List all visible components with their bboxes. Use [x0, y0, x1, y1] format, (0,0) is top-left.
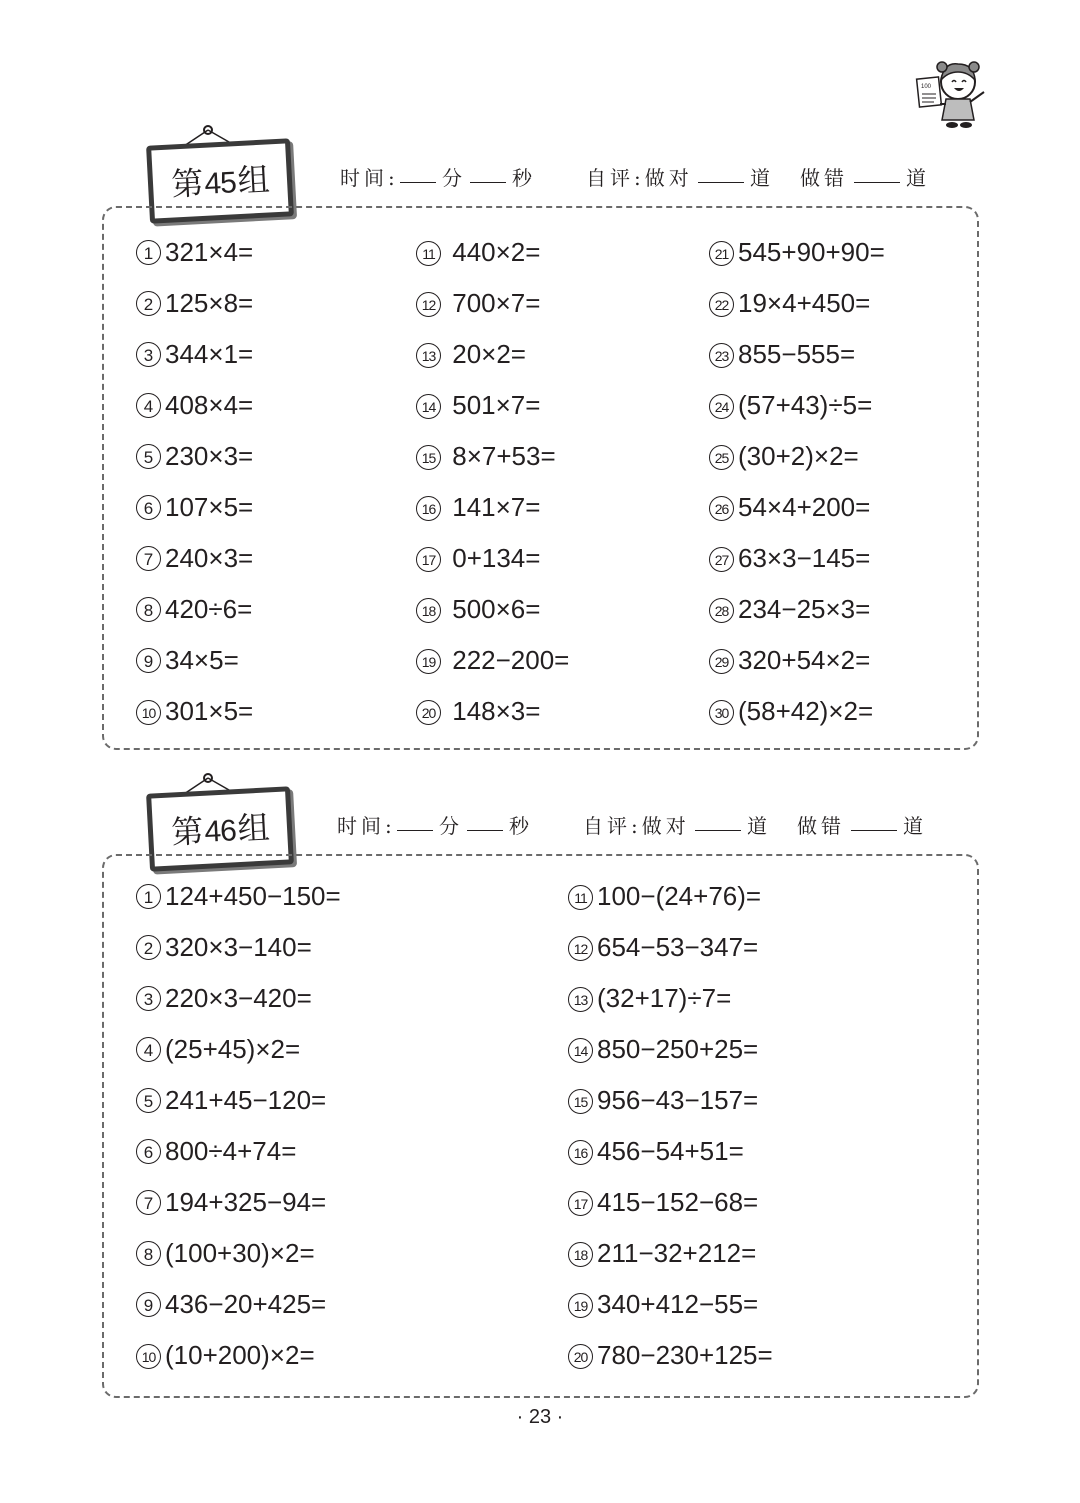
problem-item [136, 436, 253, 476]
problem-expression: 501×7= [452, 390, 541, 420]
problem-number: 3 [136, 986, 161, 1011]
problem-number: 3 [136, 342, 161, 367]
problem-item [416, 436, 556, 476]
problem-item [568, 1131, 744, 1171]
problem-expression: 320+54×2= [738, 645, 871, 675]
problem-expression: 956−43−157= [597, 1085, 759, 1115]
problem-expression: 0+134= [452, 543, 541, 573]
problem-expression: (10+200)×2= [165, 1340, 315, 1370]
correct-unit-label: 道 [750, 166, 774, 190]
problem-number: 19 [568, 1293, 593, 1318]
problem-expression: 8×7+53= [452, 441, 556, 471]
problem-expression: 344×1= [165, 339, 254, 369]
problem-number: 18 [568, 1242, 593, 1267]
problem-expression: 63×3−145= [738, 543, 871, 573]
wrong-label: 做错 [797, 814, 845, 838]
problem-item [709, 334, 855, 374]
problem-number: 4 [136, 1037, 161, 1062]
problem-number: 7 [136, 1190, 161, 1215]
problem-expression: 321×4= [165, 237, 254, 267]
problem-expression: 211−32+212= [597, 1238, 757, 1268]
problem-expression: 240×3= [165, 543, 254, 573]
problem-number: 7 [136, 546, 161, 571]
test-paper-score: 100 [921, 84, 932, 90]
problem-expression: 654−53−347= [597, 932, 759, 962]
problem-item [568, 876, 761, 916]
wrong-label: 做错 [800, 166, 848, 190]
problem-number: 6 [136, 1139, 161, 1164]
problem-number: 20 [568, 1344, 593, 1369]
problem-item [416, 385, 540, 425]
group-title-suffix: 组 [236, 808, 270, 849]
problem-number: 27 [709, 547, 734, 572]
correct-count-blank[interactable] [692, 162, 750, 186]
problem-expression: 408×4= [165, 390, 254, 420]
girl-holding-test-paper-icon [912, 52, 992, 132]
problem-expression: 125×8= [165, 288, 254, 318]
problem-item [416, 334, 526, 374]
self-eval-label: 自评:做对 [583, 814, 690, 838]
problem-item [416, 589, 540, 629]
problem-item [136, 385, 253, 425]
problem-number: 2 [136, 291, 161, 316]
problem-number: 17 [568, 1191, 593, 1216]
problem-number: 14 [416, 394, 441, 419]
problem-number: 22 [709, 292, 734, 317]
problem-number: 13 [568, 987, 593, 1012]
correct-unit-label: 道 [747, 814, 771, 838]
problem-item [416, 640, 569, 680]
problem-expression: (32+17)÷7= [597, 983, 732, 1013]
page-number: · 23 · [516, 1406, 564, 1428]
problem-item [709, 589, 870, 629]
problem-expression: (58+42)×2= [738, 696, 874, 726]
problem-item [709, 640, 870, 680]
problem-item [709, 283, 870, 323]
problem-item [709, 538, 870, 578]
problem-number: 16 [568, 1140, 593, 1165]
problem-expression: (30+2)×2= [738, 441, 859, 471]
problem-item [709, 436, 859, 476]
problem-expression: 54×4+200= [738, 492, 871, 522]
wrong-unit-label: 道 [903, 814, 927, 838]
problem-number: 5 [136, 1088, 161, 1113]
problem-expression: 440×2= [452, 237, 541, 267]
problem-number: 11 [416, 241, 441, 266]
timing-and-self-evaluation [340, 162, 960, 192]
correct-count-blank[interactable] [689, 810, 747, 834]
problem-expression: 230×3= [165, 441, 254, 471]
problem-expression: 194+325−94= [165, 1187, 327, 1217]
problem-number: 10 [136, 1344, 161, 1369]
problem-expression: 700×7= [452, 288, 541, 318]
problem-expression: 148×3= [452, 696, 541, 726]
group-title-suffix: 组 [236, 160, 270, 201]
problem-expression: 220×3−420= [165, 983, 312, 1013]
problem-item [136, 538, 253, 578]
problem-expression: (100+30)×2= [165, 1238, 315, 1268]
problem-item [416, 487, 540, 527]
problem-item [136, 691, 253, 731]
second-label: 秒 [509, 814, 533, 838]
problem-expression: 19×4+450= [738, 288, 871, 318]
problem-number: 21 [709, 241, 734, 266]
problem-number: 2 [136, 935, 161, 960]
problem-item [568, 1080, 758, 1120]
group-title-prefix: 第 [170, 163, 204, 204]
problem-expression: 124+450−150= [165, 881, 341, 911]
problem-item [136, 1182, 326, 1222]
problem-number: 1 [136, 884, 161, 909]
problem-number: 8 [136, 597, 161, 622]
wrong-unit-label: 道 [906, 166, 930, 190]
problem-expression: 415−152−68= [597, 1187, 759, 1217]
timing-and-self-evaluation [337, 810, 957, 840]
problem-item [416, 691, 540, 731]
problem-item [136, 1284, 326, 1324]
minute-blank[interactable] [394, 162, 442, 186]
problem-number: 25 [709, 445, 734, 470]
problem-number: 10 [136, 700, 161, 725]
problem-expression: 34×5= [165, 645, 239, 675]
second-label: 秒 [512, 166, 536, 190]
problem-number: 9 [136, 1292, 161, 1317]
problem-expression: 420÷6= [165, 594, 253, 624]
problem-number: 18 [416, 598, 441, 623]
problem-number: 17 [416, 547, 441, 572]
problem-expression: 320×3−140= [165, 932, 312, 962]
problem-number: 15 [416, 445, 441, 470]
problem-number: 9 [136, 648, 161, 673]
problem-expression: 222−200= [452, 645, 570, 675]
group-title [152, 154, 288, 207]
problem-number: 23 [709, 343, 734, 368]
problem-item [136, 1335, 315, 1375]
problem-expression: 107×5= [165, 492, 254, 522]
self-eval-label: 自评:做对 [586, 166, 693, 190]
problem-item [136, 1029, 300, 1069]
problem-number: 8 [136, 1241, 161, 1266]
problem-item [568, 1335, 773, 1375]
problem-item [136, 640, 239, 680]
problem-number: 14 [568, 1038, 593, 1063]
problem-expression: 780−230+125= [597, 1340, 773, 1370]
problem-item [136, 876, 341, 916]
minute-label: 分 [442, 166, 466, 190]
problem-number: 6 [136, 495, 161, 520]
problem-expression: 301×5= [165, 696, 254, 726]
problem-item [568, 927, 758, 967]
problem-expression: 800÷4+74= [165, 1136, 297, 1166]
problem-item [568, 978, 731, 1018]
group-number: 45 [203, 166, 237, 201]
problem-number: 15 [568, 1089, 593, 1114]
wrong-count-blank[interactable] [845, 810, 903, 834]
wrong-count-blank[interactable] [848, 162, 906, 186]
problem-item [416, 538, 540, 578]
problem-expression: (57+43)÷5= [738, 390, 873, 420]
problem-number: 4 [136, 393, 161, 418]
minute-label: 分 [439, 814, 463, 838]
problem-expression: 100−(24+76)= [597, 881, 762, 911]
problem-item [136, 283, 253, 323]
problem-item [568, 1233, 756, 1273]
problem-item [136, 1080, 326, 1120]
problem-item [709, 385, 872, 425]
problem-expression: 436−20+425= [165, 1289, 327, 1319]
problem-item [568, 1029, 758, 1069]
problem-item [136, 334, 253, 374]
problem-number: 5 [136, 444, 161, 469]
problem-number: 28 [709, 598, 734, 623]
second-blank[interactable] [464, 162, 512, 186]
problem-item [136, 232, 253, 272]
problem-expression: 500×6= [452, 594, 541, 624]
group-title-prefix: 第 [170, 811, 204, 852]
problem-expression: 241+45−120= [165, 1085, 327, 1115]
problem-expression: 340+412−55= [597, 1289, 759, 1319]
problem-item [136, 1233, 315, 1273]
problem-expression: 141×7= [452, 492, 541, 522]
problem-item [568, 1284, 758, 1324]
problem-item [568, 1182, 758, 1222]
problem-number: 30 [709, 700, 734, 725]
problem-item [416, 283, 540, 323]
problem-item [136, 487, 253, 527]
problem-item [709, 691, 873, 731]
problem-expression: 855−555= [738, 339, 856, 369]
problem-number: 12 [416, 292, 441, 317]
problem-item [136, 589, 252, 629]
problem-expression: 20×2= [452, 339, 526, 369]
second-blank[interactable] [461, 810, 509, 834]
problem-item [416, 232, 540, 272]
problem-item [136, 978, 312, 1018]
problem-number: 12 [568, 936, 593, 961]
problem-number: 13 [416, 343, 441, 368]
group-title [152, 802, 288, 855]
problem-number: 20 [416, 700, 441, 725]
problem-item [136, 1131, 296, 1171]
problem-expression: 545+90+90= [738, 237, 885, 267]
problem-number: 11 [568, 885, 593, 910]
problem-expression: 456−54+51= [597, 1136, 744, 1166]
problem-number: 1 [136, 240, 161, 265]
problem-number: 29 [709, 649, 734, 674]
problem-expression: (25+45)×2= [165, 1034, 301, 1064]
time-label: 时间: [337, 814, 396, 838]
minute-blank[interactable] [391, 810, 439, 834]
exercise-group-45 [0, 122, 1080, 754]
problem-number: 19 [416, 649, 441, 674]
problem-item [709, 487, 870, 527]
problem-item [709, 232, 885, 272]
problem-expression: 850−250+25= [597, 1034, 759, 1064]
problem-number: 24 [709, 394, 734, 419]
problem-item [136, 927, 312, 967]
problem-expression: 234−25×3= [738, 594, 871, 624]
problem-number: 16 [416, 496, 441, 521]
time-label: 时间: [340, 166, 399, 190]
exercise-group-46 [0, 770, 1080, 1402]
problem-number: 26 [709, 496, 734, 521]
group-number: 46 [203, 814, 237, 849]
